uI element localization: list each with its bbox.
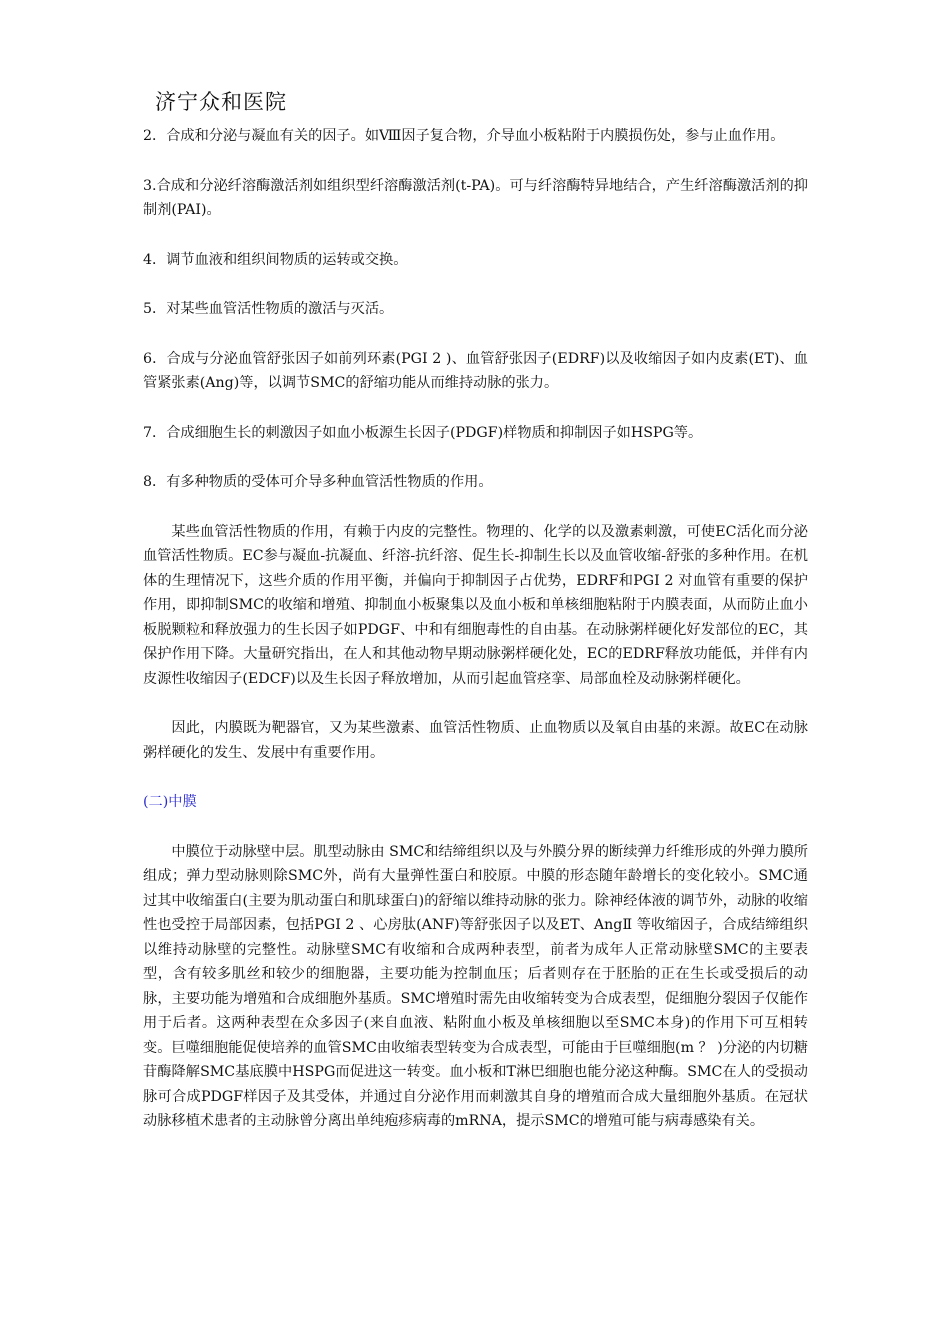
list-item-5: 5．对某些血管活性物质的激活与灭活。	[143, 301, 394, 317]
document-body	[143, 124, 808, 1159]
list-item-3: 3.合成和分泌纤溶酶激活剂如组织型纤溶酶激活剂(t-PA)。可与纤溶酶特异地结合，产生纤溶酶激活剂的抑制剂(PAI)。	[143, 177, 808, 218]
paragraph-endothelium-integrity: 某些血管活性物质的作用，有赖于内皮的完整性。物理的、化学的以及激素刺激，可使EC活化而分泌血管活性物质。EC参与凝血-抗凝血、纤溶-抗纤溶、促生长-抑制生长以及血管收缩-舒张的多种作用。在机体的生理情况下，这些介质的作用平衡，并偏向于抑制因子占优势，EDRF和PGI 2 对血管有重要的保护作用，即抑制SMC的收缩和增殖、抑制血小板聚集以及血小板和单核细胞粘附于内膜表面，从而防止血小板脱颗粒和释放强力的生长因子如PDGF、中和有细胞毒性的自由基。在动脉粥样硬化好发部位的EC，其保护作用下降。大量研究指出，在人和其他动物早期动脉粥样硬化处，EC的EDRF释放功能低，并伴有内皮源性收缩因子(EDCF)以及生长因子释放增加，从而引起血管痉挛、局部血栓及动脉粥样硬化。	[143, 523, 808, 687]
hospital-header: 济宁众和医院	[155, 90, 287, 114]
list-item-8: 8．有多种物质的受体可介导多种血管活性物质的作用。	[143, 474, 493, 490]
list-item-7: 7．合成细胞生长的刺激因子如血小板源生长因子(PDGF)样物质和抑制因子如HSPG等。	[143, 424, 703, 441]
list-item-2: 2．合成和分泌与凝血有关的因子。如Ⅷ因子复合物，介导血小板粘附于内膜损伤处，参与止血作用。	[143, 128, 785, 144]
list-item-6: 6．合成与分泌血管舒张因子如前列环素(PGI 2 )、血管舒张因子(EDRF)以及收缩因子如内皮素(ET)、血管紧张素(Ang)等，以调节SMC的舒缩功能从而维持动脉的张力。	[143, 350, 808, 391]
section-heading-media[interactable]: (二)中膜	[143, 794, 197, 810]
list-item-4: 4．调节血液和组织间物质的运转或交换。	[143, 251, 408, 268]
paragraph-intima-conclusion: 因此，内膜既为靶器官，又为某些激素、血管活性物质、止血物质以及氧自由基的来源。故EC在动脉粥样硬化的发生、发展中有重要作用。	[143, 720, 808, 761]
paragraph-media: 中膜位于动脉壁中层。肌型动脉由 SMC和结缔组织以及与外膜分界的断续弹力纤维形成的外弹力膜所组成；弹力型动脉则除SMC外，尚有大量弹性蛋白和胶原。中膜的形态随年龄增长的变化较小。SMC通过其中收缩蛋白(主要为肌动蛋白和肌球蛋白)的舒缩以维持动脉的张力。除神经体液的调节外，动脉的收缩性也受控于局部因素，包括PGI 2 、心房肽(ANF)等舒张因子以及ET、AngⅡ 等收缩因子，合成结缔组织以维持动脉壁的完整性。动脉壁SMC有收缩和合成两种表型，前者为成年人正常动脉壁SMC的主要表型，含有较多肌丝和较少的细胞器，主要功能为控制血压；后者则存在于胚胎的正在生长或受损后的动脉，主要功能为增殖和合成细胞外基质。SMC增殖时需先由收缩转变为合成表型，促细胞分裂因子仅能作用于后者。这两种表型在众多因子(来自血液、粘附血小板及单核细胞以至SMC本身)的作用下可互相转变。巨噬细胞能促使培养的血管SMC由收缩表型转变为合成表型，可能由于巨噬细胞(m ？ )分泌的内切糖苷酶降解SMC基底膜中HSPG而促进这一转变。血小板和T淋巴细胞也能分泌这种酶。SMC在人的受损动脉可合成PDGF样因子及其受体，并通过自分泌作用而刺激其自身的增殖而合成大量细胞外基质。在冠状动脉移植术患者的主动脉曾分离出单纯疱疹病毒的mRNA，提示SMC的增殖可能与病毒感染有关。	[143, 843, 808, 1129]
